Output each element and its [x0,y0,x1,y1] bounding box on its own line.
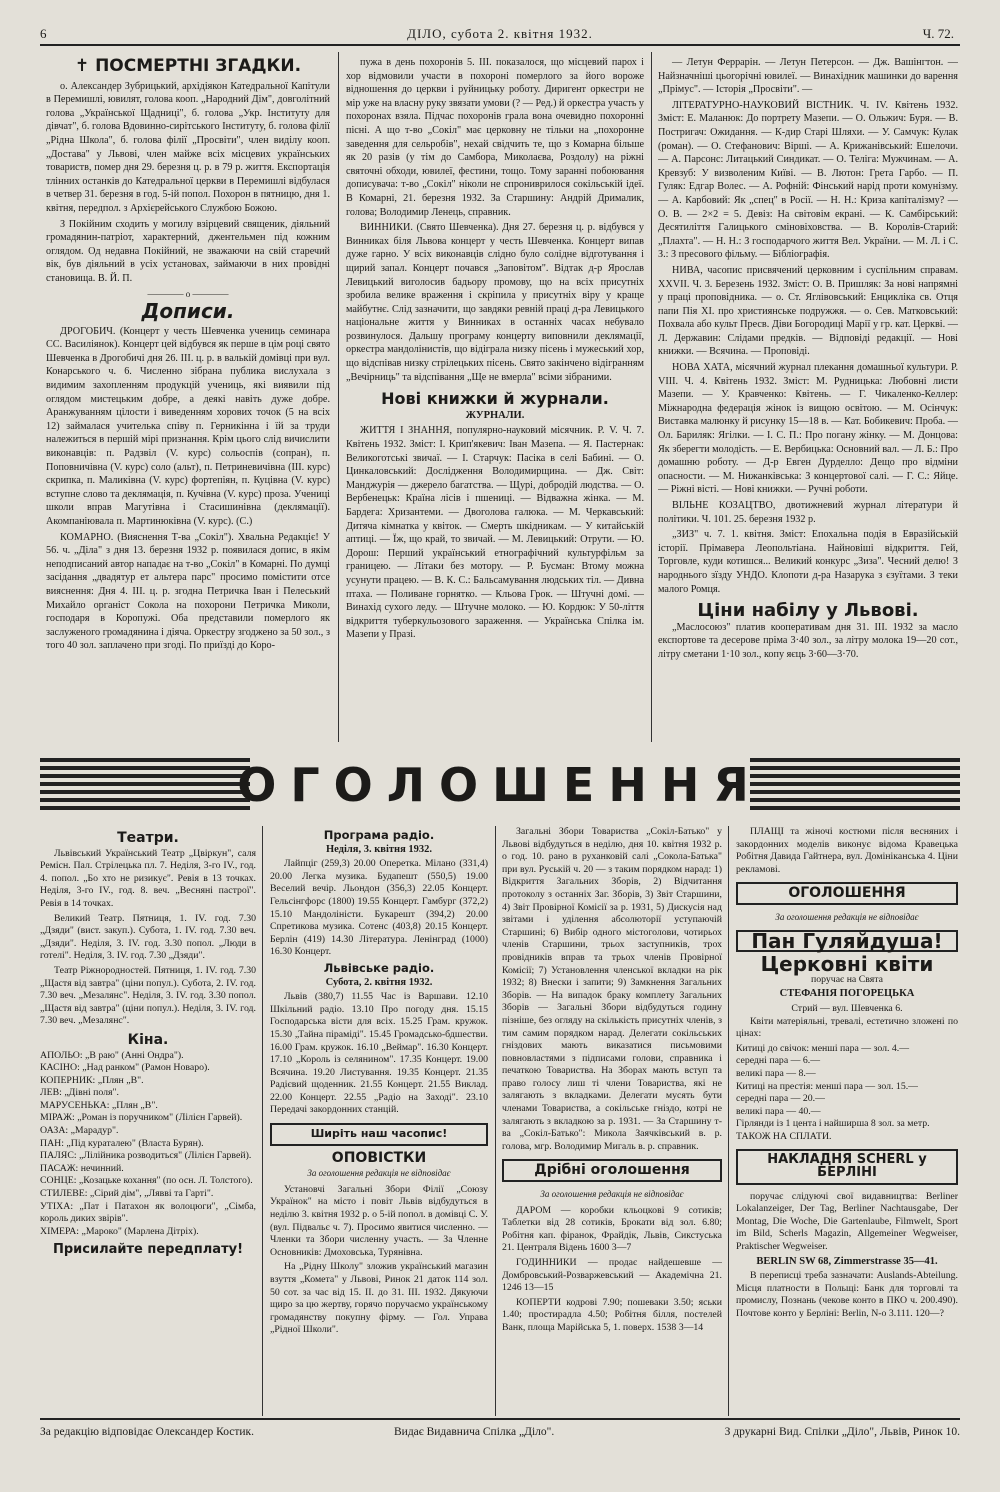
lviv-radio-heading: Львівське радіо. [323,960,435,975]
announcements-note: За оголошення редакція не відповідає [307,1168,451,1179]
dopys-drohobych: ДРОГОБИЧ. (Концерт у честь Шевченка учениць семинара СС. Василіянок). Концерт цей відбувся як перше в цім році свято Шевченка в Дрогобичі дня 26. III. ц. р. в валькій домівці при вул. Конарського ч. 6. Численно зібрана публика вислухала з видимим захопленням продукцій учениць, які виявили під оглядом мистецьким добре, а деякі навіть дуже добре. Аранжуванням цілости і виведенням хорових точок (5 на всіх 12) займалася учителька співу п. Герникінна і їй за труди належиться в першій мірі признання. Крім цього слід вичислити виконавців: п. Радзвіл (V. курс) сольоспів (сопран), п. Поповничівна (V. курс) соло (альт), п. Петриневичівна (III. курс) скрипка, п. Маликівна (V. курс) фортепіян, п. Куцівна (V. курс) вступне слово та деклямація, п. Кучівна (V. курс) проза. Учениці школи вправ Магутівна і Стасишинівна (деклямації). Акомпаніювала п. Мартинюківна (V. курс). (С.) [46,325,330,527]
dopys-komarno: КОМАРНО. (Вияснення Т-ва „Сокіл"). Хвальна Редакціє! У 56. ч. „Діла" з дня 13. березня 1932 р. появилася допис, в якім неподписаний автор нападає на т-во „Сокіл" в Комарні. По думці засідання „двадятур ет альтера парс" просимо помістити отсе вияснення: Дня 4. III. ц. р. згодна Петричка Іван і Пелеський Михайло органіст Сокола на похорони Петричка Миколи, господаря в Коропужі. Оба представили померлого як заслуженого громадянина і діяча. Оркестру згоджено за 50 зол., з того 40 зол. заплачено при згоді. По приїзді до Коро- [46,531,330,652]
flowers-address: Стрий — вул. Шевченка 6. [791,1002,903,1014]
flower-price-line: Китиці до свічок: менші пара — зол. 4.— [736,1042,910,1054]
banner-title: ОГОЛОШЕННЯ [237,758,763,812]
books-heading: Нові книжки й журнали. [381,389,609,409]
cinema-item: ХІМЕРА: „Мароко" (Марлена Дітріх). [40,1225,199,1237]
cinema-item: ПАСАЖ: нечинний. [40,1162,124,1174]
cinema-item: ЛЕВ: „Дівні поля". [40,1087,119,1099]
flowers-price-list [736,1043,958,1144]
page-footer [40,1418,960,1444]
announcements-heading: ОПОВІСТКИ [331,1149,427,1166]
small-ads-heading: Дрібні оголошення [502,1159,722,1182]
small-ad-kovdry: КОПЕРТИ кодрові 7.90; пошеваки 3.50; яськи 1.40; простирадла 4.50; Робітня білля, постелей Ванк, площа Марійська 5, 1. поверх. 1538 3—14 [502,1296,722,1333]
cinema-item: АПОЛЬО: „В раю" (Анні Ондра"). [40,1049,184,1061]
column-divider [728,826,729,1416]
nova-khata-journal: НОВА ХАТА, місячний журнал плекання домашньої культури. Р. VIII. Ч. 4. Квітень 1932. Зміст: М. Рудницька: Любовні листи Мазепи. — У. Кравченко: Квітень. — Г. Чикаленко-Келлер: Міжнародна федерація жінок із вищою освітою. — М. Осінчук: Виставка малюнку й рисунку 15—18 в. — Кат. Бобикевич: Проба. — Ол. Бариляк: Ягілки. — І. С. П.: Про погану жінку. — М. Донцова: Як зберегти молодість. — Е. Вербицька: Основний вал. — Л. Б.: Про домашню роботу. — Д-р Евген Дурделло: Дещо про відміни опасности. — М. Нижанківська: З концертової салі. — Г. С.: Яйце. — Ріжні вісті. — Нові книжки. — Ручні роботи. [658,362,958,496]
small-ads-note: За оголошення редакція не відповідає [540,1189,684,1200]
theatres-heading: Театри. [117,830,179,846]
scherl-address: BERLIN SW 68, Zimmerstrasse 35—41. [756,1255,938,1267]
announcement-soiuz: Установчі Загальні Збори Філії „Союзу Українок" на місто і повіт Львів відбудуться в неділю 3. квітня 1932 р. о 5-ій попол. в домівці С. У. (вул. Підвальє ч. 7). Просимо явитися численно. — Членки та Збори численну участь. — За Членне Основників: Дмоховська, Турянівна. [270,1183,488,1258]
flower-price-line: великі пара — 8.— [736,1067,816,1079]
masthead-date: ДІЛО, субота 2. квітня 1932. [407,26,593,41]
spread-slogan: Ширіть наш часопис! [270,1123,488,1146]
flowers-text: Квіти матеріяльні, тревалі, естетично зложені по цінах: [736,1015,958,1040]
nyva-journal: НИВА, часопис присвячений церковним і суспільним справам. XXVII. Ч. 3. Березень 1932. Зміст: О. В. Пришляк: За нові напрямні у праці проповідника. — о. Ст. Яглівовський: Енцикліка св. Отця папи Пія XI. про християнське подружжя. — о. Сев. Матковський: Похвала або культ Пресв. Діви Богородиці Марії у гр. кат. Церкві. — Л. Державин: Слідами предків. — Відповіді редакції. — Нові книжки. — Всячина. — Проповіді. [658,264,958,358]
flower-price-line: ТАКОЖ НА СПЛАТИ. [736,1130,832,1142]
ads-column-2 [270,826,488,1414]
flower-price-line: великі пара — 40.— [736,1105,821,1117]
flowers-seller: СТЕФАНІЯ ПОГОРЕЦЬКА [779,988,915,1000]
announcements-banner [40,752,960,820]
sokil-meeting: Загальні Збори Товариства „Сокіл-Батько" у Львові відбудуться в неділю, дня 10. квітня 1932 р. о год. 10. рано в руханковій салі „Сокола-Батька" при вул. Руській ч. 20 — з таким порядком нарад: 1) Відкриття Загальних Зборів, 2) Відчитання протоколу з останніх Заг. Зборів, 3) Звіт Старшини, 4) Звіт Провірної Комісії за р. 1931, 5) Дискусія над звітами і уділення абсолюторії уступаючій Старшині; 6) Вибір одного містоголови, чотирьох членів Старшини, трьох заступників, трох провідників вправ та трьох членів Провірної Комісії; 7) Установлення членської вкладки на рік 1932; 8) Внески і запити; 9) Замкнення Загальних Зборів. — На випадок браку комплету Загальних Зборів — Загальні Збори відбудуться годину пізніше, без огляду на скількість присутніх членів, з тим самим порядком нарад. Делегати сокільських гніздових мають виказатися письмовими повновластями з підписами голови, справника і печаткою Товариства. На Зборах мають вступ та право голосу лиш ті члени Товариства, які не залягають з вкладками. Делегати мусять бути членами Товариства, а сокільське гніздо, котрі не залягають з вкладкою за р. 1931. — За Старшину т-ва „Сокіл-Батько": Микола Заячківський в. р. голова, мгр. Володимир Мигаль в. р. справник. [502,826,722,1152]
scherl-text: поручає слідуючі свої видавництва: Berliner Lokalanzeiger, Der Tag, Berliner Nachtausgabe, Der Montag, Die Woche, Die Gartenlaube, Filmwelt, Sport im Bild, Scherls Magazin, Allgemeiner Wegweiser, Praktischer Wegweiser. [736,1190,958,1253]
flower-price-line: Китиці на престія: менші пара — зол. 15.— [736,1080,918,1092]
ads-column-1 [40,826,256,1414]
column-divider [338,52,339,742]
column-2 [346,56,644,746]
cinema-item: ОАЗА: „Марадур". [40,1125,119,1137]
lviv-radio-date: Субота, 2. квітня 1932. [325,976,433,988]
flower-price-line: середні пара — 20.— [736,1093,825,1105]
obituary-text: о. Александер Зубрицький, архідіякон Катедральної Капітули в Перемишлі, ювилят, голова кооп. „Народний Дім", довголітний голова „Української Щадниці", б. голова „Укр. Інституту для дівчат", б. голова Вдовинно-сирітського Інституту, б. голова філії „Рідна Школа", б. голова філії „Просвіти", член виділу кооп. „Достава" у Львові, член майже всіх місцевих українських товариств, помер дня 29. березня ц. р. в 79 р. життя. Експортація тлінних останків до Катедральної церкви в Перемишлі відбулася в четвер 31. березня в год. 5-ій попол. Похорон в пятницю, дня 1. квітня, передпол. з Архієрейського Службою Божою. [46,80,330,214]
cinema-item: ПАН: „Під кураталею" (Власта Бурян). [40,1137,204,1149]
column-3 [658,56,958,746]
obituary-heading: ✝ ПОСМЕРТНІ ЗГАДКИ. [74,56,302,76]
ad-coats: ПЛАЩІ та жіночі костюми після весняних і закордонних моделів виконує відома Кравецька Робітня Давида Гайтнера, вул. Домініканська 4. Ціни рекламові. [736,826,958,875]
small-ad-clocks: ГОДИННИКИ — продає найдешевше — Домбровський-Розваржевський — Академічна 21. 1246 13—15 [502,1257,722,1294]
dopysy-heading: Дописи. [141,299,235,324]
flower-price-line: середні пара — 6.— [736,1055,821,1067]
column-1 [46,56,330,746]
subscribe-slogan: Присилайте передплату! [52,1242,244,1258]
theatre-tsvirkun: Львівський Український Театр „Цвіркун", саля Ремісн. Пал. Стрілецька пл. 7. Неділя, 3-го IV., год. 4. попол. „Бо хто не ризикує". Ревія в 13 точках. Неділя, 3-го IV., год. 8. веч. „Весняні пастрої". Ревія в 14 точках. [40,847,256,909]
journals-subheading: ЖУРНАЛИ. [465,409,525,421]
theatre-velykyi: Великий Театр. Пятниця, 1. IV. год. 7.30 „Дзяди" (вист. закуп.). Субота, 1. IV. год. 7.30 веч. „Дзяди". Неділя, 3. IV. год. 3.30 попол. „Люди в готелі". Неділя, 3. IV. год. 7.30 „Дзяди". [40,912,256,962]
cinema-item: УТІХА: „Пат і Патахон як волоцюги", „Сімба, король диких звірів". [40,1200,256,1225]
prices-heading: Ціни набілу у Львові. [697,600,919,622]
lnv-journal: ЛІТЕРАТУРНО-НАУКОВИЙ ВІСТНИК. Ч. IV. Квітень 1932. Зміст: Е. Маланюк: До портрету Мазепи. — О. Ольжич: Буря. — В. Постригач: Ожидання. — К-дир Старі Шляхи. — У. Самчук: Кулак (роман). — О. Стефанович: Вірші. — А. Крижанівський: Ешелочи. — А. Парсонс: Литацький Синдикат. — О. Теліга: Мужчинам. — А. Кревзуб: У визволеним Київі. — В. Лютон: Грета Гарбо. — П. Гуляк: Едгар Волес. — А. Рофній: Фінський нарід проти комунізму. — А. Карбовий: Як „спец" в Росії. — Н. Н.: Криза капіталізму? — О. В. — 2×2 = 5. Девіз: На світовім екрані. — К. Самбірський: Десятиліття Галицького сміновіховства. — В. Королів-Старий: „Плахта". — Н. Н.: З господарчого життя Вел. України. — М. Л. і С. З.: З пресового фільму. — Бібліографія. [658,99,958,261]
footer-publisher: Видає Видавнича Спілка „Діло". [394,1426,555,1438]
flowers-heading: Церковні квіти [760,952,934,977]
announcement-ridna-shkola: На „Рідну Школу" зложив український магазин взуття „Комета" у Львові, Ринок 21 даток 114 зол. 50 сот. за час від 15. II. до 31. III. 1932. Дякуючи щиро за цю жертву, горячо поручаємо українському громадянству покупну фірму. — Гол. Управа „Рідної Школи". [270,1261,488,1336]
zhyttia-i-znannia: ЖИТТЯ І ЗНАННЯ, популярно-науковий місячник. Р. V. Ч. 7. Квітень 1932. Зміст: І. Крип'якевич: Іван Мазепа. — Я. Пастернак: Великоготські звичаї. — І. Старчук: Пасіка в селі Бабині. — О. Цинкаловський: Дослідження Володимирщина. — Дж. Світ: Манджурія — джерело багатства. — Щурі, добродій людства. — О. Вербенецьк: Країна лісів і пшениці. — Відважна жінка. — М. Бардега: Хризантеми. — Двоголова галюка. — М. Черкавський: Дитяча кімнатка у квіток. — Смерть шкідникам. — У китайській аптиці. — Їж, що край, то звичай. — М. Левицький: Отрути. — Ю. Дорош: Перший український етнографічний культурфільм за границею. — Літаки без мотору. — Р. Бусман: Втому можна усунути працею. — В. К. С.: Бальсамування людських тіл. — Дивна птаха. — Поливане горнятко. — Кльова Грок. — Штучні домі. — Винахід сухого леду. — Штучне молоко. — Ю. Кордюк: У 50-ліття відкриття туберкульозового зараження. — Українська Спілка ім. Мазепи у Празі. [346,425,644,641]
page-header [40,26,960,46]
page-number: 6 [40,26,47,41]
cinema-list [40,1050,256,1239]
cinema-heading: Кіна. [127,1031,169,1048]
journal-list-cont: — Летун Феррарін. — Летун Петерсон. — Дж. Вашінгтон. — Найзначніші цьогорічні ювилеї. — Винахідник машинки до варення „Прімус". — Історія „Просвіти". — [658,57,958,96]
cinema-item: КАСІНО: „Над ранком" (Рамон Новаро). [40,1062,210,1074]
small-ad-darom: ДАРОМ — коробки кльоцкові 9 сотиків; Таблетки від 28 сотиків, Брокати від зол. 6.80; Робітня кап. фіранок, Фрайдік, Львів, Сикстуська 21. Централя Відень 1600 3—7 [502,1204,722,1254]
cinema-item: МАРУСЕНЬКА: „Плян „В". [40,1099,158,1111]
vynnyky-report: ВИННИКИ. (Свято Шевченка). Дня 27. березня ц. р. відбувся у Винниках біля Львова концерт у честь Шевченка. Концерт випав дуже гарно. У всіх виконавців слідно було солідне відготування і щирий запал. Концерт почався „Заповітом". Відтак д-р Ярослав Левицький виголосив бадьору промову, що на всіх присутніх зробила велике враження і скріпила у присутніх віру у краще майбутнє. Слід зазначити, що завдяки ревній праці д-ра Левицького національне життя у Винниках в останніх часах небувало розвинулося. Дальшу програму концерту виповнили деклямації, оркестра мандолінистів, що відіграла низку пісень і мужеський хор, що відспівав низку стрілецьких пісень. Свято закінчено відігранням „Вечірниць" та відспівання „Ще не вмерла" всіми зібраними. [346,222,644,383]
cinema-item: КОПЕРНИК: „Плян „В". [40,1074,144,1086]
theatre-rizhnorodnostei: Театр Ріжнородностей. Пятниця, 1. IV. год. 7.30 „Щастя від завтра" (ціни попул.). Субота, 2. IV. год. 7.30 веч. „Мезалянс". Неділя, 3. IV. год. 3.30 попол. „Щастя від завтра" (ціни попул.). Неділя, 3. IV. год. 7.30 веч. „Мезалянс". [40,964,256,1027]
column-divider [651,52,652,742]
issue-number: Ч. 72. [922,26,954,41]
dairy-prices: „Маслосоюз" платив кооперативам дня 31. III. 1932 за масло експортове та десерове пріма 3·40 зол., за літру молока 19—20 сот., літру сметани 1·10 зол., копу яєць 3·60—3·70. [658,621,958,660]
komarno-continued: пужа в день похоронів 5. III. показалося, що місцевий парох і хор відмовили участи в похороні померлого за його вороже відношення до церкви і руйницьку роботу. Диригент оркестри не мір уже на власну руку звязати умови (? — Ред.) й оркестра участь у похоронах взяла. Підчас похоронів грала вона очевидно похоронні пісні. А що т-во „Сокіл" має церковну не тільки на „похоронне заведення для сельробів", нехай свідчить те, що з Комарна більше як 20 разів (у тім до Самбора, Миколаєва, Роздолу) на ріжні святочні обходи, ювилеї, фестини, тощо. Тому заранні побоювання дописувача: т-во „Сокіл" ніколи не спрониврилося сокільській ідеї. В Комарні, 21. березня 1932. За Старшину: Андрій Дрималик, голова; Володимир Ленець, справник. [346,57,644,218]
cinema-item: СТИЛЕВЕ: „Сірий дім", „Лявві та Гарті". [40,1188,214,1200]
pan-huliaidusha-ad: Пан Гуляйдуша! [736,930,958,953]
ornament-divider: ———— о ———— [147,288,229,299]
cinema-item: СОНЦЕ: „Козацьке кохання" (по осн. Л. Толстого). [40,1175,253,1187]
ads-column-4 [736,826,958,1414]
flower-price-line: Гірлянди із 1 цента і найширша 8 зол. за метр. [736,1118,930,1130]
ogoloshennia-note: За оголошення редакція не відповідає [775,911,919,922]
ziz-journal: „ЗИЗ" ч. 7. 1. квітня. Зміст: Епохальна подія в Евразійській історії. Прімавера Леопольтіана. Найновіші відкриття. Гей, Торговле, куди котишся... Великий конкурс „Зиза". Чесний делю! З народнього зїзду УНДО. Клопоти д-ра Назарука з єзуїтами. З теки малого Ромця. [658,529,958,595]
footer-editor: За редакцію відповідає Олександер Костик. [40,1426,254,1438]
radio-heading: Програма радіо. [323,828,435,842]
flowers-sub: поручає на Свята [810,973,884,985]
cinema-item: МІРАЖ: „Роман із поручником" (Лілієн Гарвей). [40,1112,243,1124]
scherl-heading: НАКЛАДНЯ SCHERL у БЕРЛІНІ [736,1149,958,1184]
cinema-item: ПАЛЯС: „Лілійника розводиться" (Лілієн Гарвей). [40,1150,252,1162]
radio-date: Неділя, 3. квітня 1932. [325,843,432,855]
scherl-payment: В переписці треба зазначати: Auslands-Abteilung. Місця платности в Польщі: Банк для торговлі та промислу, Познань (чекове конто в ПКО ч. 200.490). Почтове конто у Берліні: Berlin, N-o 3.111. 120—? [736,1270,958,1319]
footer-printer: З друкарні Вид. Спілки „Діло", Львів, Ринок 10. [724,1426,960,1438]
ads-column-3 [502,826,722,1414]
lviv-radio-program: Львів (380,7) 11.55 Час із Варшави. 12.10 Шкільний радіо. 13.10 Про погоду дня. 15.15 Господарська вісти для всіх. 15.25 Грам. кружок. 15.30 „Тайна піраміді". 15.45 Громадсько-бдшестви. 16.00 Грам. кружок. 16.10 „Веймар". 16.30 Концерт. 17.10 „Король із селянином". 17.35 Концерт. 19.00 Всячина. 19.20 Листування. 19.35 Концерт. 21.35 Радієвий щоденник. 21.55 Концерт. 21.55 Виклад. 22.00 Концерт. 22.55 „Радіо на Заході". 23.10 Передачі закордонних станцій. [270,991,488,1116]
column-divider [495,826,496,1416]
vilne-kozatstvo: ВІЛЬНЕ КОЗАЦТВО, двотижневий журнал літератури й політики. Ч. 101. 25. березня 1932 р. [658,500,958,525]
obituary-text-2: З Покійним сходить у могилу взірцевий священик, діяльний громадянин-патріот, характерний, джентельмен під кожним оглядом. Од недавна Покійний, не зважаючи на свій старечий вік, був діяльний в усіх установах, займаючи в них провідні становища. В. Й. П. [46,218,330,284]
column-divider [262,826,263,1416]
radio-program: Лайпціг (259,3) 20.00 Оперетка. Мілано (331,4) 20.00 Легка музика. Будапешт (550,5) 19.00 Веселий вечір. Льондон (356,3) 22.05 Концерт. Гельсінгфорс (1800) 19.55 Концерт. Гамбург (372,2) 15.10 Мандоліністи. Букарешт (394,2) 20.00 Спретикова музика. Сотенс (403,8) 20.15 Концерт. Берлін (419) 14.30 Література. Ленінград (1000) 16.30 Концерт. [270,858,488,958]
ogoloshennia-heading: ОГОЛОШЕННЯ [736,882,958,905]
